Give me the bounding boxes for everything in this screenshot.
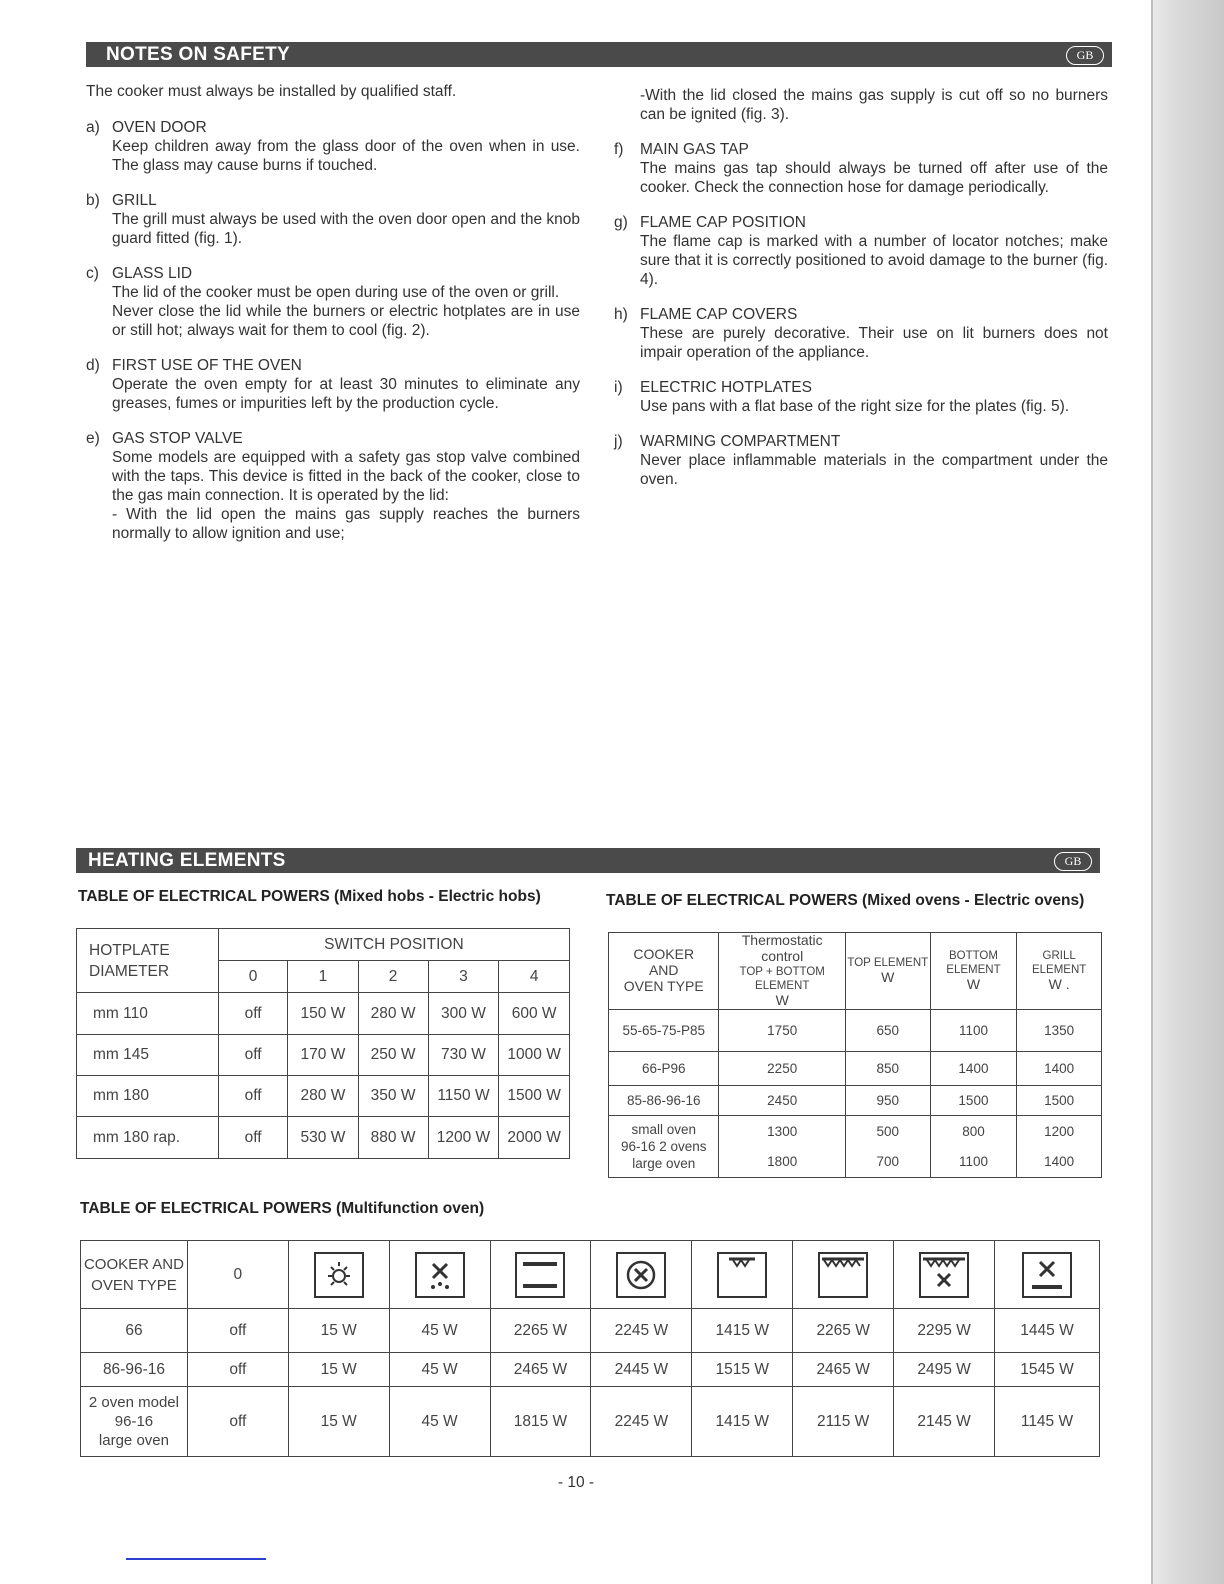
table-cell: 86-96-16	[81, 1353, 188, 1387]
safety-item-first-use	[86, 356, 580, 413]
table-cell: 45 W	[389, 1309, 490, 1353]
function-fan-bottom-header	[994, 1241, 1099, 1309]
position-header: 3	[428, 961, 499, 993]
safety-intro: The cooker must always be installed by qualified staff.	[86, 83, 457, 100]
item-text: These are purely decorative. Their use on lit burners does not impair operation of the appliance.	[640, 325, 1108, 361]
header-line: COOKER	[633, 946, 695, 962]
large-oven-value: 1800	[767, 1153, 798, 1169]
gas-stop-continuation: -With the lid closed the mains gas supply is cut off so no burners can be ignited (fig. 3).	[640, 87, 1108, 123]
grill-element-header	[1017, 933, 1102, 1010]
safety-item-gas-stop-valve	[86, 429, 580, 543]
row-label-line: 96-16	[114, 1413, 154, 1430]
table-cell	[930, 1116, 1017, 1178]
table-cell: 1400	[1017, 1052, 1102, 1086]
header-line: W .	[1048, 976, 1070, 992]
table-cell: 45 W	[389, 1353, 490, 1387]
table-cell: mm 180	[77, 1076, 219, 1117]
position-header: 1	[288, 961, 358, 993]
fan-grill-icon	[919, 1252, 969, 1298]
table-cell: 1545 W	[994, 1353, 1099, 1387]
function-double-grill-header	[793, 1241, 894, 1309]
table-cell: 1500	[930, 1086, 1017, 1116]
position-zero-header: 0	[187, 1241, 288, 1309]
item-text: Use pans with a flat base of the right size for the plates (fig. 5).	[640, 398, 1070, 415]
table-cell: 950	[845, 1086, 930, 1116]
position-header: 0	[218, 961, 288, 993]
small-oven-value: 500	[876, 1123, 900, 1139]
scanned-page-edge	[1152, 0, 1224, 1584]
table-cell: off	[187, 1309, 288, 1353]
item-text: Never close the lid while the burners or electric hotplates are in use or still hot; always wait for them to cool (fig. 2).	[112, 303, 580, 339]
function-fan-oven-header	[591, 1241, 692, 1309]
item-letter: d)	[86, 357, 100, 374]
table-cell: off	[218, 1035, 288, 1076]
table-cell: 66-P96	[609, 1052, 719, 1086]
switch-position-header: SWITCH POSITION	[218, 929, 569, 961]
table-cell: 2145 W	[894, 1387, 995, 1457]
table-cell: 850	[845, 1052, 930, 1086]
defrost-fan-icon	[415, 1252, 465, 1298]
table-cell: 45 W	[389, 1387, 490, 1457]
table-cell: 1445 W	[994, 1309, 1099, 1353]
table-cell	[719, 1116, 846, 1178]
table-cell: 2495 W	[894, 1353, 995, 1387]
header-line: OVEN TYPE	[623, 978, 704, 994]
table-cell	[1017, 1116, 1102, 1178]
table-cell: 1200 W	[428, 1117, 499, 1159]
hotplate-diameter-header: HOTPLATE DIAMETER	[77, 929, 219, 993]
item-letter: f)	[614, 141, 624, 158]
safety-item-main-gas-tap	[614, 140, 1108, 197]
safety-item-flame-cap-position	[614, 213, 1108, 289]
function-lamp-header	[288, 1241, 389, 1309]
table-cell: 1145 W	[994, 1387, 1099, 1457]
item-heading: GAS STOP VALVE	[112, 430, 243, 447]
table-cell: 2000 W	[499, 1117, 570, 1159]
table-cell: 650	[845, 1010, 930, 1052]
header-line: BOTTOM ELEMENT	[946, 950, 1001, 976]
table-cell: 280 W	[358, 993, 428, 1035]
table-row	[81, 1353, 1100, 1387]
safety-item-oven-door	[86, 118, 580, 175]
safety-section-header	[86, 42, 1112, 67]
table-cell: off	[187, 1353, 288, 1387]
table-cell: 1500 W	[499, 1076, 570, 1117]
table-cell: 880 W	[358, 1117, 428, 1159]
table-cell: mm 180 rap.	[77, 1117, 219, 1159]
table-cell: 2465 W	[793, 1353, 894, 1387]
small-oven-value: 1200	[1044, 1123, 1075, 1139]
item-text: The grill must always be used with the oven door open and the knob guard fitted (fig. 1).	[112, 211, 580, 247]
table-row	[77, 1035, 570, 1076]
header-line: W	[775, 992, 789, 1008]
table-cell: off	[218, 1117, 288, 1159]
item-text: Never place inflammable materials in the compartment under the oven.	[640, 452, 1108, 488]
table-cell: mm 145	[77, 1035, 219, 1076]
safety-item-warming-compartment	[614, 432, 1108, 489]
small-oven-value: 1300	[767, 1123, 798, 1139]
heating-section-header	[76, 848, 1100, 873]
table-cell: 1500	[1017, 1086, 1102, 1116]
table-row	[81, 1309, 1100, 1353]
function-static-header	[490, 1241, 591, 1309]
table-row	[81, 1387, 1100, 1457]
item-heading: WARMING COMPARTMENT	[640, 433, 841, 450]
item-letter: a)	[86, 119, 100, 136]
table-row-two-ovens	[609, 1116, 1102, 1178]
item-heading: FIRST USE OF THE OVEN	[112, 357, 302, 374]
item-heading: GRILL	[112, 192, 157, 209]
page-fold-line	[1151, 0, 1153, 1584]
table3-title: TABLE OF ELECTRICAL POWERS (Multifunction oven)	[80, 1200, 485, 1217]
table-cell: 2115 W	[793, 1387, 894, 1457]
hob-power-table	[76, 928, 570, 1159]
table-cell: 2245 W	[591, 1387, 692, 1457]
item-heading: FLAME CAP COVERS	[640, 306, 798, 323]
table-row	[77, 993, 570, 1035]
scan-artifact-line	[126, 1558, 266, 1560]
safety-title: NOTES ON SAFETY	[106, 44, 290, 65]
large-oven-value: 1400	[1044, 1153, 1075, 1169]
safety-item-glass-lid	[86, 264, 580, 340]
table-cell: off	[218, 993, 288, 1035]
table-cell: 530 W	[288, 1117, 358, 1159]
safety-right-column	[614, 86, 1108, 489]
item-text: The mains gas tap should always be turned off after use of the cooker. Check the connection hose for damage periodically.	[640, 160, 1108, 196]
item-letter: c)	[86, 265, 99, 282]
cooker-oven-type-header: COOKER AND OVEN TYPE	[81, 1241, 188, 1309]
table-row	[609, 1052, 1102, 1086]
thermostatic-header	[719, 933, 846, 1010]
gb-language-badge: GB	[1054, 852, 1092, 871]
table-cell: 2445 W	[591, 1353, 692, 1387]
heating-title: HEATING ELEMENTS	[88, 850, 286, 871]
table-cell: 2465 W	[490, 1353, 591, 1387]
table-cell: 600 W	[499, 993, 570, 1035]
table-cell: 730 W	[428, 1035, 499, 1076]
table-cell: 1000 W	[499, 1035, 570, 1076]
bottom-element-header	[930, 933, 1017, 1010]
table-cell: 15 W	[288, 1387, 389, 1457]
function-grill-header	[692, 1241, 793, 1309]
page-number: - 10 -	[557, 1474, 595, 1491]
large-oven-value: 1100	[958, 1153, 988, 1169]
table-cell: 1815 W	[490, 1387, 591, 1457]
multifunction-power-table	[80, 1240, 1100, 1457]
table-cell: mm 110	[77, 993, 219, 1035]
small-oven-label: small oven	[631, 1122, 696, 1137]
item-letter: j)	[614, 433, 623, 450]
two-oven-model-cell	[81, 1387, 188, 1457]
function-defrost-header	[389, 1241, 490, 1309]
table-cell: 280 W	[288, 1076, 358, 1117]
table-cell: 1150 W	[428, 1076, 499, 1117]
position-header: 2	[358, 961, 428, 993]
oven-lamp-icon	[314, 1252, 364, 1298]
item-letter: h)	[614, 306, 628, 323]
item-text: Some models are equipped with a safety gas stop valve combined with the taps. This device is fitted in the back of the cooker, close to the gas main connection. It is operated by the lid:	[112, 449, 580, 504]
safety-item-grill	[86, 191, 580, 248]
table-cell: 300 W	[428, 993, 499, 1035]
table-cell: 85-86-96-16	[609, 1086, 719, 1116]
table-cell: 350 W	[358, 1076, 428, 1117]
table1-title: TABLE OF ELECTRICAL POWERS (Mixed hobs - Electric hobs)	[78, 888, 541, 905]
item-text: Keep children away from the glass door of the oven when in use. The glass may cause burns if touched.	[112, 138, 580, 174]
table-cell: 2265 W	[490, 1309, 591, 1353]
table-cell: 2245 W	[591, 1309, 692, 1353]
item-heading: GLASS LID	[112, 265, 193, 282]
table-cell: 1750	[719, 1010, 846, 1052]
table-cell: 170 W	[288, 1035, 358, 1076]
item-text: The flame cap is marked with a number of locator notches; make sure that it is correctly positioned to avoid damage to the burner (fig. 4).	[640, 233, 1108, 288]
item-heading: FLAME CAP POSITION	[640, 214, 806, 231]
grill-icon	[717, 1252, 767, 1298]
row-label-line: large oven	[98, 1432, 169, 1449]
table-cell: 250 W	[358, 1035, 428, 1076]
item-text: - With the lid open the mains gas supply reaches the burners normally to allow ignition and use;	[112, 506, 580, 542]
table-cell: off	[187, 1387, 288, 1457]
header-line: GRILL ELEMENT	[1031, 950, 1087, 976]
item-letter: g)	[614, 214, 628, 231]
large-oven-value: 700	[876, 1153, 900, 1169]
header-line: TOP + BOTTOM ELEMENT	[739, 966, 825, 992]
header-line: AND	[648, 962, 679, 978]
gb-language-badge: GB	[1066, 46, 1104, 65]
header-line: W	[966, 976, 981, 992]
item-text: The lid of the cooker must be open during use of the oven or grill.	[112, 284, 560, 301]
table-cell: 15 W	[288, 1309, 389, 1353]
small-oven-value: 800	[962, 1123, 985, 1139]
header-line: W	[881, 969, 895, 985]
table-cell: 2450	[719, 1086, 846, 1116]
table-cell: 1515 W	[692, 1353, 793, 1387]
table-cell: 66	[81, 1309, 188, 1353]
table-cell: 2295 W	[894, 1309, 995, 1353]
position-header: 4	[499, 961, 570, 993]
safety-left-column	[86, 82, 580, 543]
item-letter: i)	[614, 379, 623, 396]
table-cell: off	[218, 1076, 288, 1117]
header-line: TOP ELEMENT	[847, 957, 929, 969]
safety-item-electric-hotplates	[614, 378, 1108, 416]
table-cell: 1415 W	[692, 1387, 793, 1457]
fan-bottom-heat-icon	[1022, 1252, 1072, 1298]
table-cell: 150 W	[288, 993, 358, 1035]
item-letter: b)	[86, 192, 100, 209]
table-cell: 2250	[719, 1052, 846, 1086]
table-cell	[845, 1116, 930, 1178]
item-heading: OVEN DOOR	[112, 119, 207, 136]
item-letter: e)	[86, 430, 100, 447]
table2-title: TABLE OF ELECTRICAL POWERS (Mixed ovens - Electric ovens)	[606, 892, 1085, 909]
table-cell: 55-65-75-P85	[609, 1010, 719, 1052]
table-row	[609, 1010, 1102, 1052]
item-text: Operate the oven empty for at least 30 minutes to eliminate any greases, fumes or impurities left by the production cycle.	[112, 376, 580, 412]
row-label-line: 2 oven model	[88, 1394, 179, 1411]
table-cell: 1100	[930, 1010, 1017, 1052]
fan-oven-icon	[616, 1252, 666, 1298]
item-heading: MAIN GAS TAP	[640, 141, 749, 158]
table-row	[77, 1076, 570, 1117]
table-row	[609, 1086, 1102, 1116]
function-fan-grill-header	[894, 1241, 995, 1309]
two-oven-label-cell	[609, 1116, 719, 1178]
top-bottom-heat-icon	[515, 1252, 565, 1298]
cooker-oven-type-header	[609, 933, 719, 1010]
two-ovens-label: 96-16 2 ovens	[620, 1139, 707, 1154]
table-cell: 15 W	[288, 1353, 389, 1387]
top-element-header	[845, 933, 930, 1010]
table-cell: 1350	[1017, 1010, 1102, 1052]
table-row	[77, 1117, 570, 1159]
double-grill-icon	[818, 1252, 868, 1298]
table-cell: 2265 W	[793, 1309, 894, 1353]
table-cell: 1400	[930, 1052, 1017, 1086]
safety-item-flame-cap-covers	[614, 305, 1108, 362]
table-cell: 1415 W	[692, 1309, 793, 1353]
oven-power-table	[608, 932, 1102, 1178]
header-line: Thermostatic control	[741, 932, 823, 964]
item-heading: ELECTRIC HOTPLATES	[640, 379, 812, 396]
large-oven-label: large oven	[632, 1156, 696, 1171]
